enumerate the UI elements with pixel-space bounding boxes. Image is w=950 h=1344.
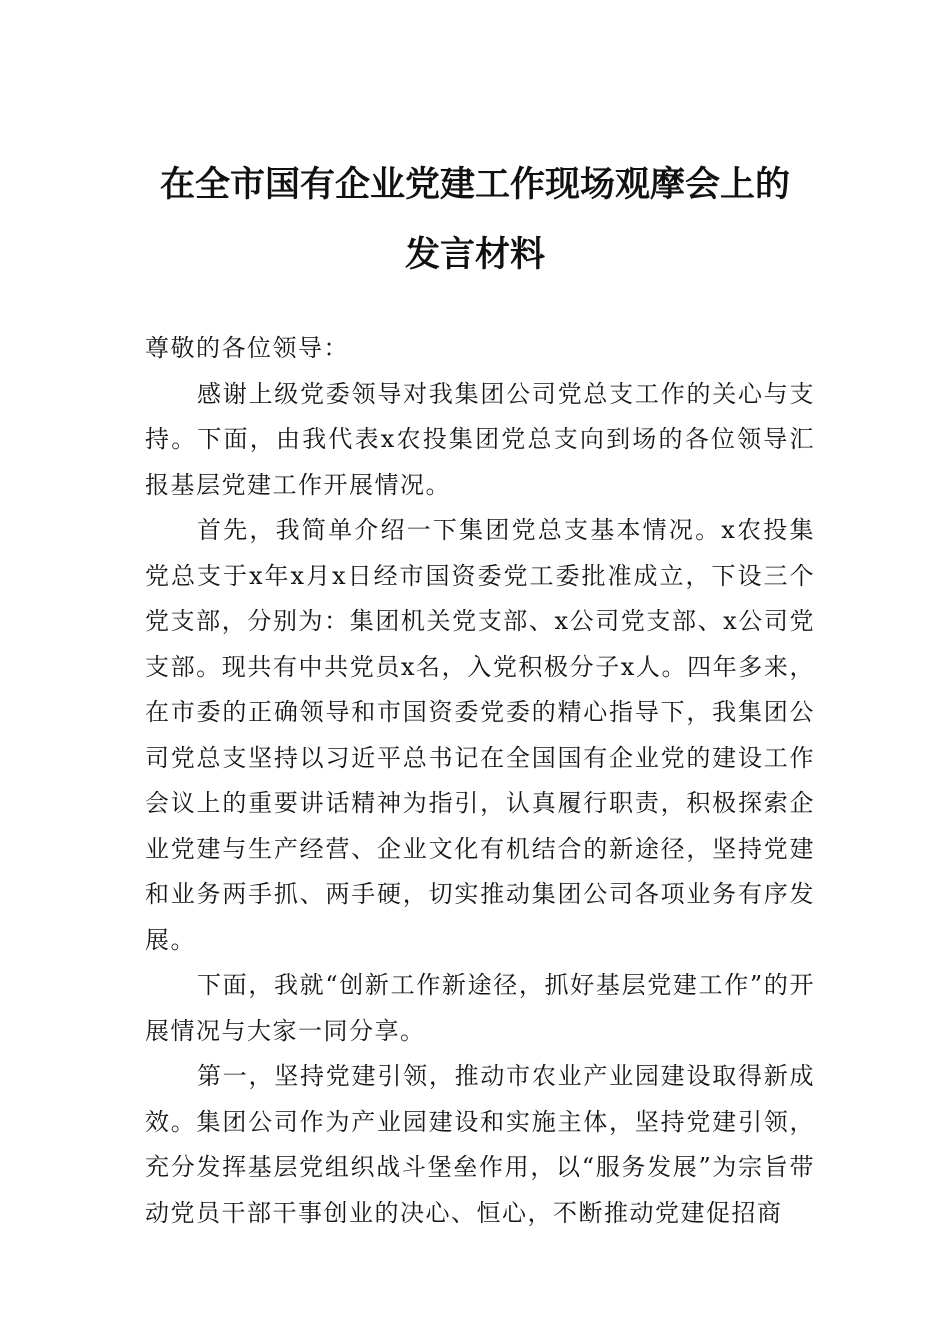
paragraph-3: 下面，我就“创新工作新途径，抓好基层党建工作”的开展情况与大家一同分享。 [145,971,815,1045]
document-title-line-2: 发言材料 [404,235,545,275]
salutation: 尊敬的各位领导： [145,334,349,362]
paragraph-4: 第一，坚持党建引领，推动市农业产业园建设取得新成效。集团公司作为产业园建设和实施主体，坚持党建引领，充分发挥基层党组织战斗堡垒作用，以“服务发展”为宗旨带动党员干部干事创业的决心、恒心，不断推动党建促招商 [145,1062,815,1227]
paragraph-2: 首先，我简单介绍一下集团党总支基本情况。x农投集党总支于x年x月x日经市国资委党工委批准成立，下设三个党支部，分别为：集团机关党支部、x公司党支部、x公司党支部。现共有中共党员x名，入党积极分子x人。四年多来，在市委的正确领导和市国资委党委的精心指导下，我集团公司党总支坚持以习近平总书记在全国国有企业党的建设工作会议上的重要讲话精神为指引，认真履行职责，积极探索企业党建与生产经营、企业文化有机结合的新途径，坚持党建和业务两手抓、两手硬，切实推动集团公司各项业务有序发展。 [145,516,815,954]
paragraph-1: 感谢上级党委领导对我集团公司党总支工作的关心与支持。下面，由我代表x农投集团党总支向到场的各位领导汇报基层党建工作开展情况。 [145,379,815,499]
document-body [145,326,815,1236]
document-title-line-1: 在全市国有企业党建工作现场观摩会上的 [159,165,790,205]
